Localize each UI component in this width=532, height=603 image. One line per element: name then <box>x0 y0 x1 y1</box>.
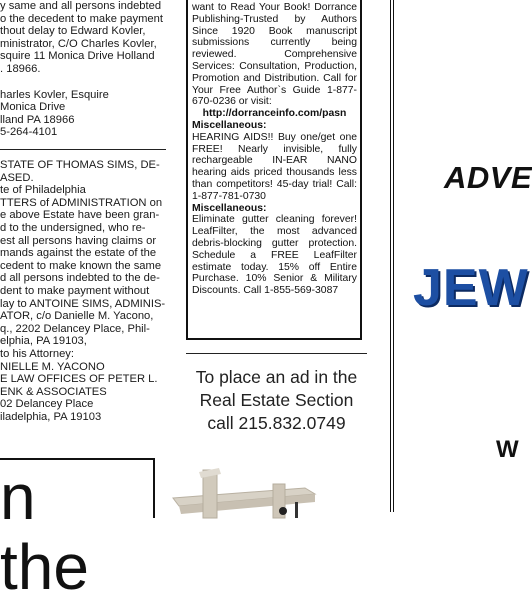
jewelry-brand-heading: JEW <box>413 259 529 317</box>
notice-line: y same and all persons indebted <box>0 0 162 12</box>
panel-bottom-text: W <box>496 436 519 463</box>
notice-line: est all persons having claims or <box>0 234 157 247</box>
notice-line: o the decedent to make payment <box>0 12 163 25</box>
notice-sims <box>0 159 170 423</box>
section-heading: Miscellaneous: <box>192 202 267 214</box>
notice-line: d all persons indebted to the de- <box>0 272 160 285</box>
notice-line: . 18966. <box>0 62 41 75</box>
notice-line: TTERS of ADMINISTRATION on <box>0 196 163 209</box>
promo-phone: call 215.832.0749 <box>207 413 346 433</box>
headline-fragment: n the <box>0 461 89 603</box>
notice-line: elphia, PA 19103, <box>0 335 87 348</box>
notice-kovler <box>0 0 170 139</box>
notice-line: mands against the estate of the <box>0 247 157 260</box>
notice-line: ASED. <box>0 171 34 184</box>
dorrance-link[interactable]: http://dorranceinfo.com/pasn <box>202 108 347 120</box>
notice-line: ENK & ASSOCIATES <box>0 385 107 398</box>
notice-line: ATOR, c/o Danielle M. Yacono, <box>0 310 154 323</box>
advert-heading: ADVE <box>444 160 532 195</box>
notice-line: ministrator, C/O Charles Kovler, <box>0 37 157 50</box>
promo-line: Real Estate Section <box>199 390 354 410</box>
attorney-line: lland PA 18966 <box>0 113 75 126</box>
wooden-sign-image <box>155 458 369 518</box>
attorney-line: 5-264-4101 <box>0 126 58 139</box>
attorney-line: Monica Drive <box>0 101 66 114</box>
promo-divider <box>186 353 367 354</box>
notice-line: to his Attorney: <box>0 347 75 360</box>
notice-line: d to the undersigned, who re- <box>0 221 146 234</box>
column-double-rule <box>390 0 394 512</box>
classified-ad-box <box>186 0 362 340</box>
notice-line: 02 Delancey Place <box>0 398 94 411</box>
promo-line: To place an ad in the <box>195 367 358 387</box>
notice-line: lay to ANTOINE SIMS, ADMINIS- <box>0 297 166 310</box>
attorney-line: harles Kovler, Esquire <box>0 88 109 101</box>
notice-line: thout delay to Edward Kovler, <box>0 25 146 38</box>
notice-line: E LAW OFFICES OF PETER L. <box>0 373 158 386</box>
notice-line: q., 2202 Delancey Place, Phil- <box>0 322 150 335</box>
notice-line: te of Philadelphia <box>0 184 86 197</box>
sign-post-photo <box>153 458 369 518</box>
notice-line: STATE OF THOMAS SIMS, DE- <box>0 159 160 171</box>
notice-divider <box>0 149 166 150</box>
notice-line: iladelphia, PA 19103 <box>0 410 102 423</box>
hearing-aids-ad: HEARING AIDS!! Buy one/get one FREE! Nearly invisible, fully rechargeable IN-EAR NANO hearing aids priced thousands less than competitors! 45-day trial! Call: 1-877-781-0730 <box>192 131 357 202</box>
classified-section <box>192 120 357 203</box>
section-heading: Miscellaneous: <box>192 119 267 131</box>
notice-line: NIELLE M. YACONO <box>0 360 105 373</box>
book-publishing-ad: want to Read Your Book! Dorrance Publishing-Trusted by Authors Since 1920 Book manuscript submissions currently being reviewed. Comprehensive Services: Consultation, Production, Promotion and Distribution. Call for Your Free Author`s Guide 1-877-670-0236 or visit: <box>192 2 357 108</box>
advertisement-panel <box>397 0 512 512</box>
real-estate-promo <box>186 366 367 435</box>
notice-line: e above Estate have been gran- <box>0 209 160 222</box>
classified-section <box>192 203 357 297</box>
legal-notices-column <box>0 0 170 455</box>
notice-line: cedent to make known the same <box>0 259 162 272</box>
leaffilter-ad: Eliminate gutter cleaning forever! LeafFilter, the most advanced debris-blocking gutter protection. Schedule a FREE LeafFilter estimate today. 15% off Entire Purchase. 10% Senior & Military Discounts. Call 1-855-569-3087 <box>192 214 357 297</box>
notice-line: squire 11 Monica Drive Holland <box>0 50 155 63</box>
notice-line: dent to make payment without <box>0 284 150 297</box>
